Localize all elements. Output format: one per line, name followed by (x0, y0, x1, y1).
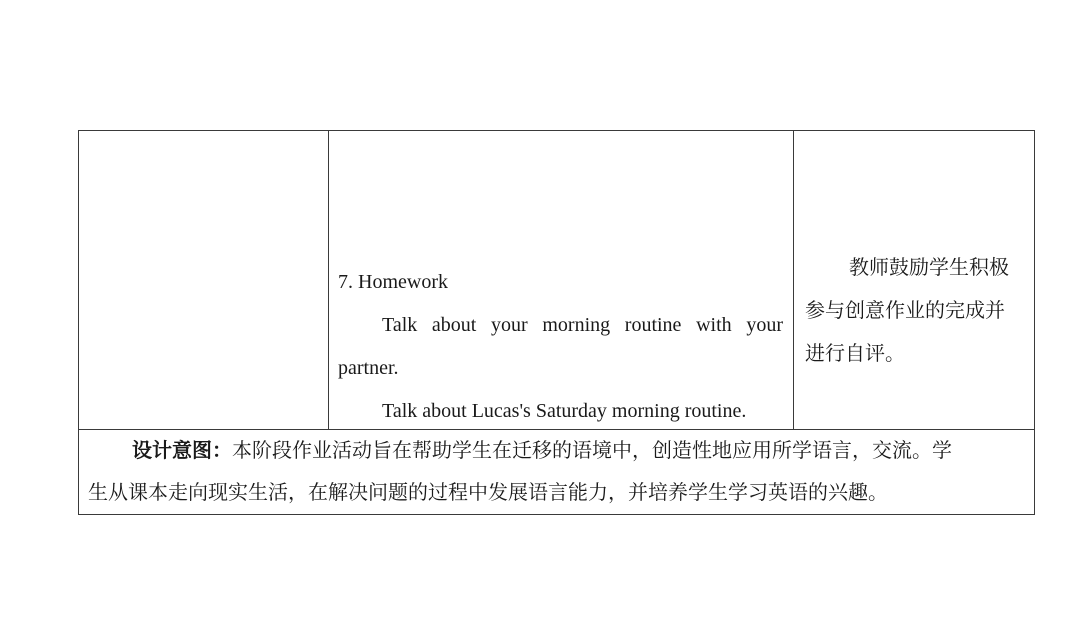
design-intent-line-2: 生从课本走向现实生活，在解决问题的过程中发展语言能力，并培养学生学习英语的兴趣。 (88, 482, 888, 504)
activity-content (338, 261, 783, 433)
activity-cell (329, 131, 794, 429)
design-intent-line-1 (88, 430, 1024, 472)
table-row-homework (79, 131, 1034, 430)
design-intent-row (79, 430, 1034, 514)
design-intent-label: 设计意图： (132, 440, 232, 462)
teacher-note-cell (794, 131, 1034, 429)
teacher-note-content (805, 247, 1024, 376)
lesson-plan-table (78, 130, 1035, 515)
homework-task-1-line-2: partner. (338, 357, 399, 379)
teacher-note-line-3: 进行自评。 (805, 343, 905, 365)
design-intent-content (88, 430, 1024, 514)
teacher-note-line-2: 参与创意作业的完成并 (805, 300, 1005, 322)
teacher-note-line-1: 教师鼓励学生积极 (849, 257, 1009, 279)
homework-task-2: Talk about Lucas's Saturday morning routine. (382, 400, 747, 422)
stage-cell (79, 131, 329, 429)
homework-heading: 7. Homework (338, 271, 448, 293)
design-intent-text-1: 本阶段作业活动旨在帮助学生在迁移的语境中，创造性地应用所学语言，交流。学 (232, 440, 952, 462)
homework-task-1-line-1: Talk about your morning routine with your (382, 314, 783, 336)
